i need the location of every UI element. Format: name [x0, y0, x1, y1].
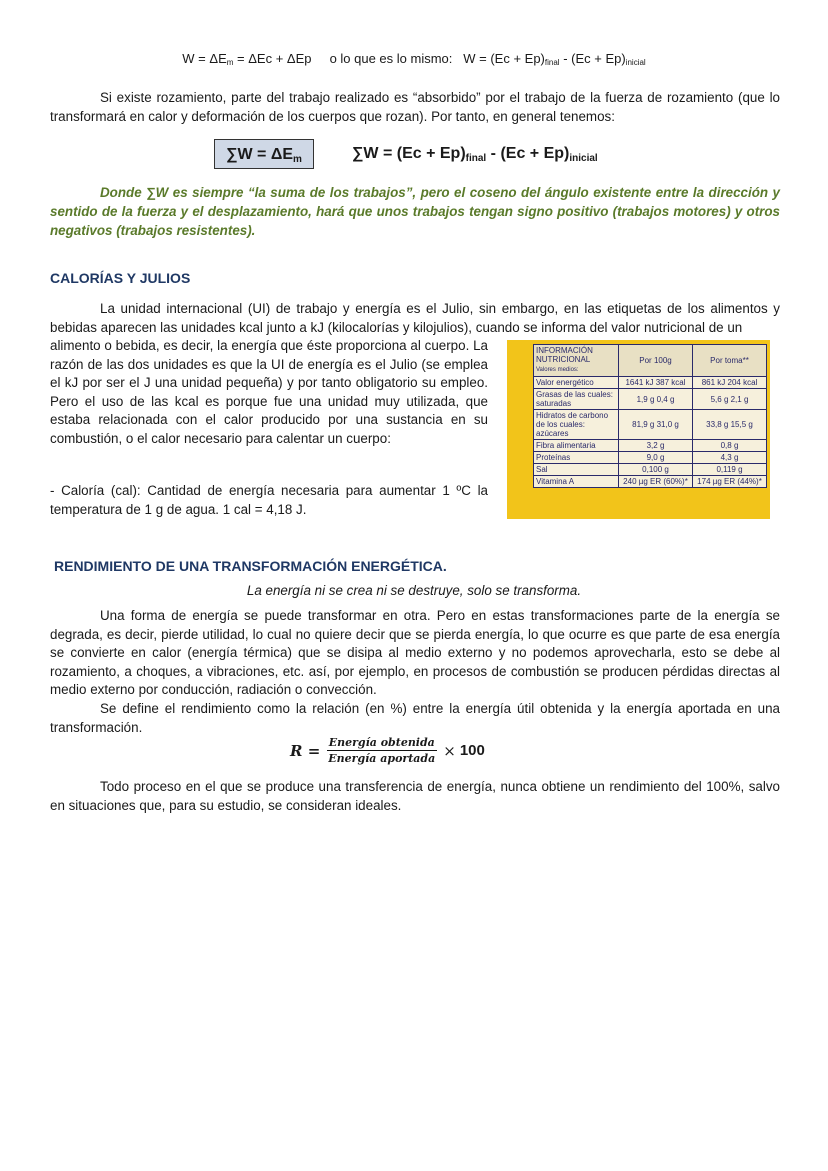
eq-rest: = ΔEc + ΔEp	[233, 51, 312, 66]
paragraph-unidad-continued: alimento o bebida, es decir, la energía que éste proporciona al cuerpo. La razón de las dos unidades es que la UI de energía es el Julio (se emplea el kJ por ser el J una unidad pequeña) y por tanto obligatorio su empleo. Pero el uso de las kcal es porque fue una unidad muy utilizada, que estaba relacionada con el calor producido por una sustancia en su combustión, o el calor necesario para calentar un cuerpo:	[50, 338, 488, 446]
nutrition-header-row	[534, 345, 767, 377]
eq-sub-final: final	[544, 58, 560, 67]
boxed-eq-sub: m	[293, 154, 302, 165]
formula-numerator: Energía obtenida	[328, 736, 435, 749]
sum-eq-sub-final: final	[465, 153, 487, 164]
nutrition-row-label: Sal	[534, 464, 619, 476]
paragraph-rozamiento: Si existe rozamiento, parte del trabajo realizado es “absorbido” por el trabajo de la fuerza de rozamiento (que lo transformará en calor y deformación de los cuerpos que rozan). Por tanto, en general tenemos:	[50, 90, 780, 124]
nutrition-row-value-100g: 1641 kJ 387 kcal	[619, 377, 693, 389]
sum-work-equation	[352, 145, 598, 164]
nutrition-row-value-serving: 861 kJ 204 kcal	[693, 377, 767, 389]
formula-constant: 100	[459, 742, 485, 759]
work-energy-equation	[0, 51, 828, 67]
nutrition-col-per-serving: Por toma**	[693, 345, 767, 377]
paragraph-proceso-ideal: Todo proceso en el que se produce una transferencia de energía, nunca obtiene un rendimiento del 100%, salvo en situaciones que, para su estudio, se consideran ideales.	[50, 779, 780, 813]
heading-rendimiento: RENDIMIENTO DE UNA TRANSFORMACIÓN ENERGÉTICA.	[54, 558, 447, 574]
formula-denominator: Energía aportada	[328, 752, 436, 765]
nutrition-row-label: Proteínas	[534, 452, 619, 464]
nutrition-label-image	[507, 340, 770, 519]
nutrition-row	[534, 452, 767, 464]
paragraph-unidad: La unidad internacional (UI) de trabajo y energía es el Julio, sin embargo, en las etiquetas de los alimentos y bebidas aparecen las unidades kcal junto a kJ (kilocalorías y kilojulios), cuando se informa del valor nutricional de un	[50, 301, 780, 335]
nutrition-row	[534, 464, 767, 476]
nutrition-row-value-serving: 0,119 g	[693, 464, 767, 476]
nutrition-row-label: Vitamina A	[534, 476, 619, 488]
sum-eq-mid: - (Ec + Ep)	[486, 145, 570, 162]
quote-energy-conservation: La energía ni se crea ni se destruye, solo se transforma.	[246, 583, 582, 598]
paragraph-transformacion: Una forma de energía se puede transformar en otra. Pero en estas transformaciones parte de la energía se degrada, es decir, pierde utilidad, lo cual no quiere decir que se pierda energía, lo que ocurre es que parte de esa energía se convierte en calor (energía térmica) que se disipa al medio externo y no podemos aprovecharla, esto se debe al rozamiento, a choques, a vibraciones, etc. así, por ejemplo, en procesos de combustión se producen pérdidas directas al medio externo por conducción, radiación o convección.	[50, 608, 780, 697]
nutrition-row-value-100g: 240 µg ER (60%)*	[619, 476, 693, 488]
nutrition-row-value-serving: 4,3 g	[693, 452, 767, 464]
eq-sub-m: m	[226, 58, 234, 67]
formula-fraction	[326, 736, 437, 765]
formula-times: ×	[443, 741, 456, 760]
nutrition-row	[534, 476, 767, 488]
eq-w2: W = (Ec + Ep)	[463, 51, 545, 66]
nutrition-row	[534, 389, 767, 410]
nutrition-row-label: Valor energético	[534, 377, 619, 389]
nutrition-title: INFORMACIÓN NUTRICIONAL	[536, 346, 593, 364]
sum-eq-sub-inicial: inicial	[569, 153, 598, 164]
nutrition-row	[534, 410, 767, 440]
heading-calorias: CALORÍAS Y JULIOS	[50, 270, 191, 286]
nutrition-col-per100g: Por 100g	[619, 345, 693, 377]
nutrition-row-value-serving: 5,6 g 2,1 g	[693, 389, 767, 410]
nutrition-row-label: Grasas de las cuales: saturadas	[534, 389, 619, 410]
formula-lhs: R =	[290, 741, 321, 760]
note-sum-of-works: Donde ∑W es siempre “la suma de los trabajos”, pero el coseno del ángulo existente entre la dirección y sentido de la fuerza y el desplazamiento, hará que unos trabajos tengan signo positivo (trabajos motores) y otros negativos (trabajos resistentes).	[50, 185, 780, 238]
nutrition-row-value-serving: 33,8 g 15,5 g	[693, 410, 767, 440]
nutrition-row-value-100g: 9,0 g	[619, 452, 693, 464]
nutrition-row-label: Hidratos de carbono de los cuales: azúcares	[534, 410, 619, 440]
eq-minus: - (Ec + Ep)	[559, 51, 626, 66]
nutrition-row-value-serving: 0,8 g	[693, 440, 767, 452]
nutrition-row-value-100g: 0,100 g	[619, 464, 693, 476]
nutrition-subtitle: Valores medios:	[536, 367, 579, 373]
nutrition-row-label: Fibra alimentaria	[534, 440, 619, 452]
paragraph-define-rendimiento: Se define el rendimiento como la relación (en %) entre la energía útil obtenida y la energía aportada en una transformación.	[50, 701, 780, 735]
sum-eq-main: ∑W = (Ec + Ep)	[352, 145, 466, 162]
eq-w: W = ΔE	[182, 51, 227, 66]
nutrition-row-value-100g: 81,9 g 31,0 g	[619, 410, 693, 440]
nutrition-row-value-serving: 174 µg ER (44%)*	[693, 476, 767, 488]
efficiency-formula	[290, 736, 485, 765]
nutrition-row	[534, 440, 767, 452]
paragraph-caloria-definition: - Caloría (cal): Cantidad de energía necesaria para aumentar 1 ºC la temperatura de 1 g de agua. 1 cal = 4,18 J.	[50, 483, 488, 517]
boxed-eq-main: ∑W = ΔE	[226, 146, 293, 163]
nutrition-row	[534, 377, 767, 389]
boxed-equation	[214, 139, 314, 169]
nutrition-row-value-100g: 3,2 g	[619, 440, 693, 452]
eq-sub-inicial: inicial	[625, 58, 646, 67]
nutrition-header-cell	[534, 345, 619, 377]
nutrition-table	[533, 344, 767, 488]
nutrition-row-value-100g: 1,9 g 0,4 g	[619, 389, 693, 410]
eq-connector: o lo que es lo mismo:	[329, 51, 453, 66]
